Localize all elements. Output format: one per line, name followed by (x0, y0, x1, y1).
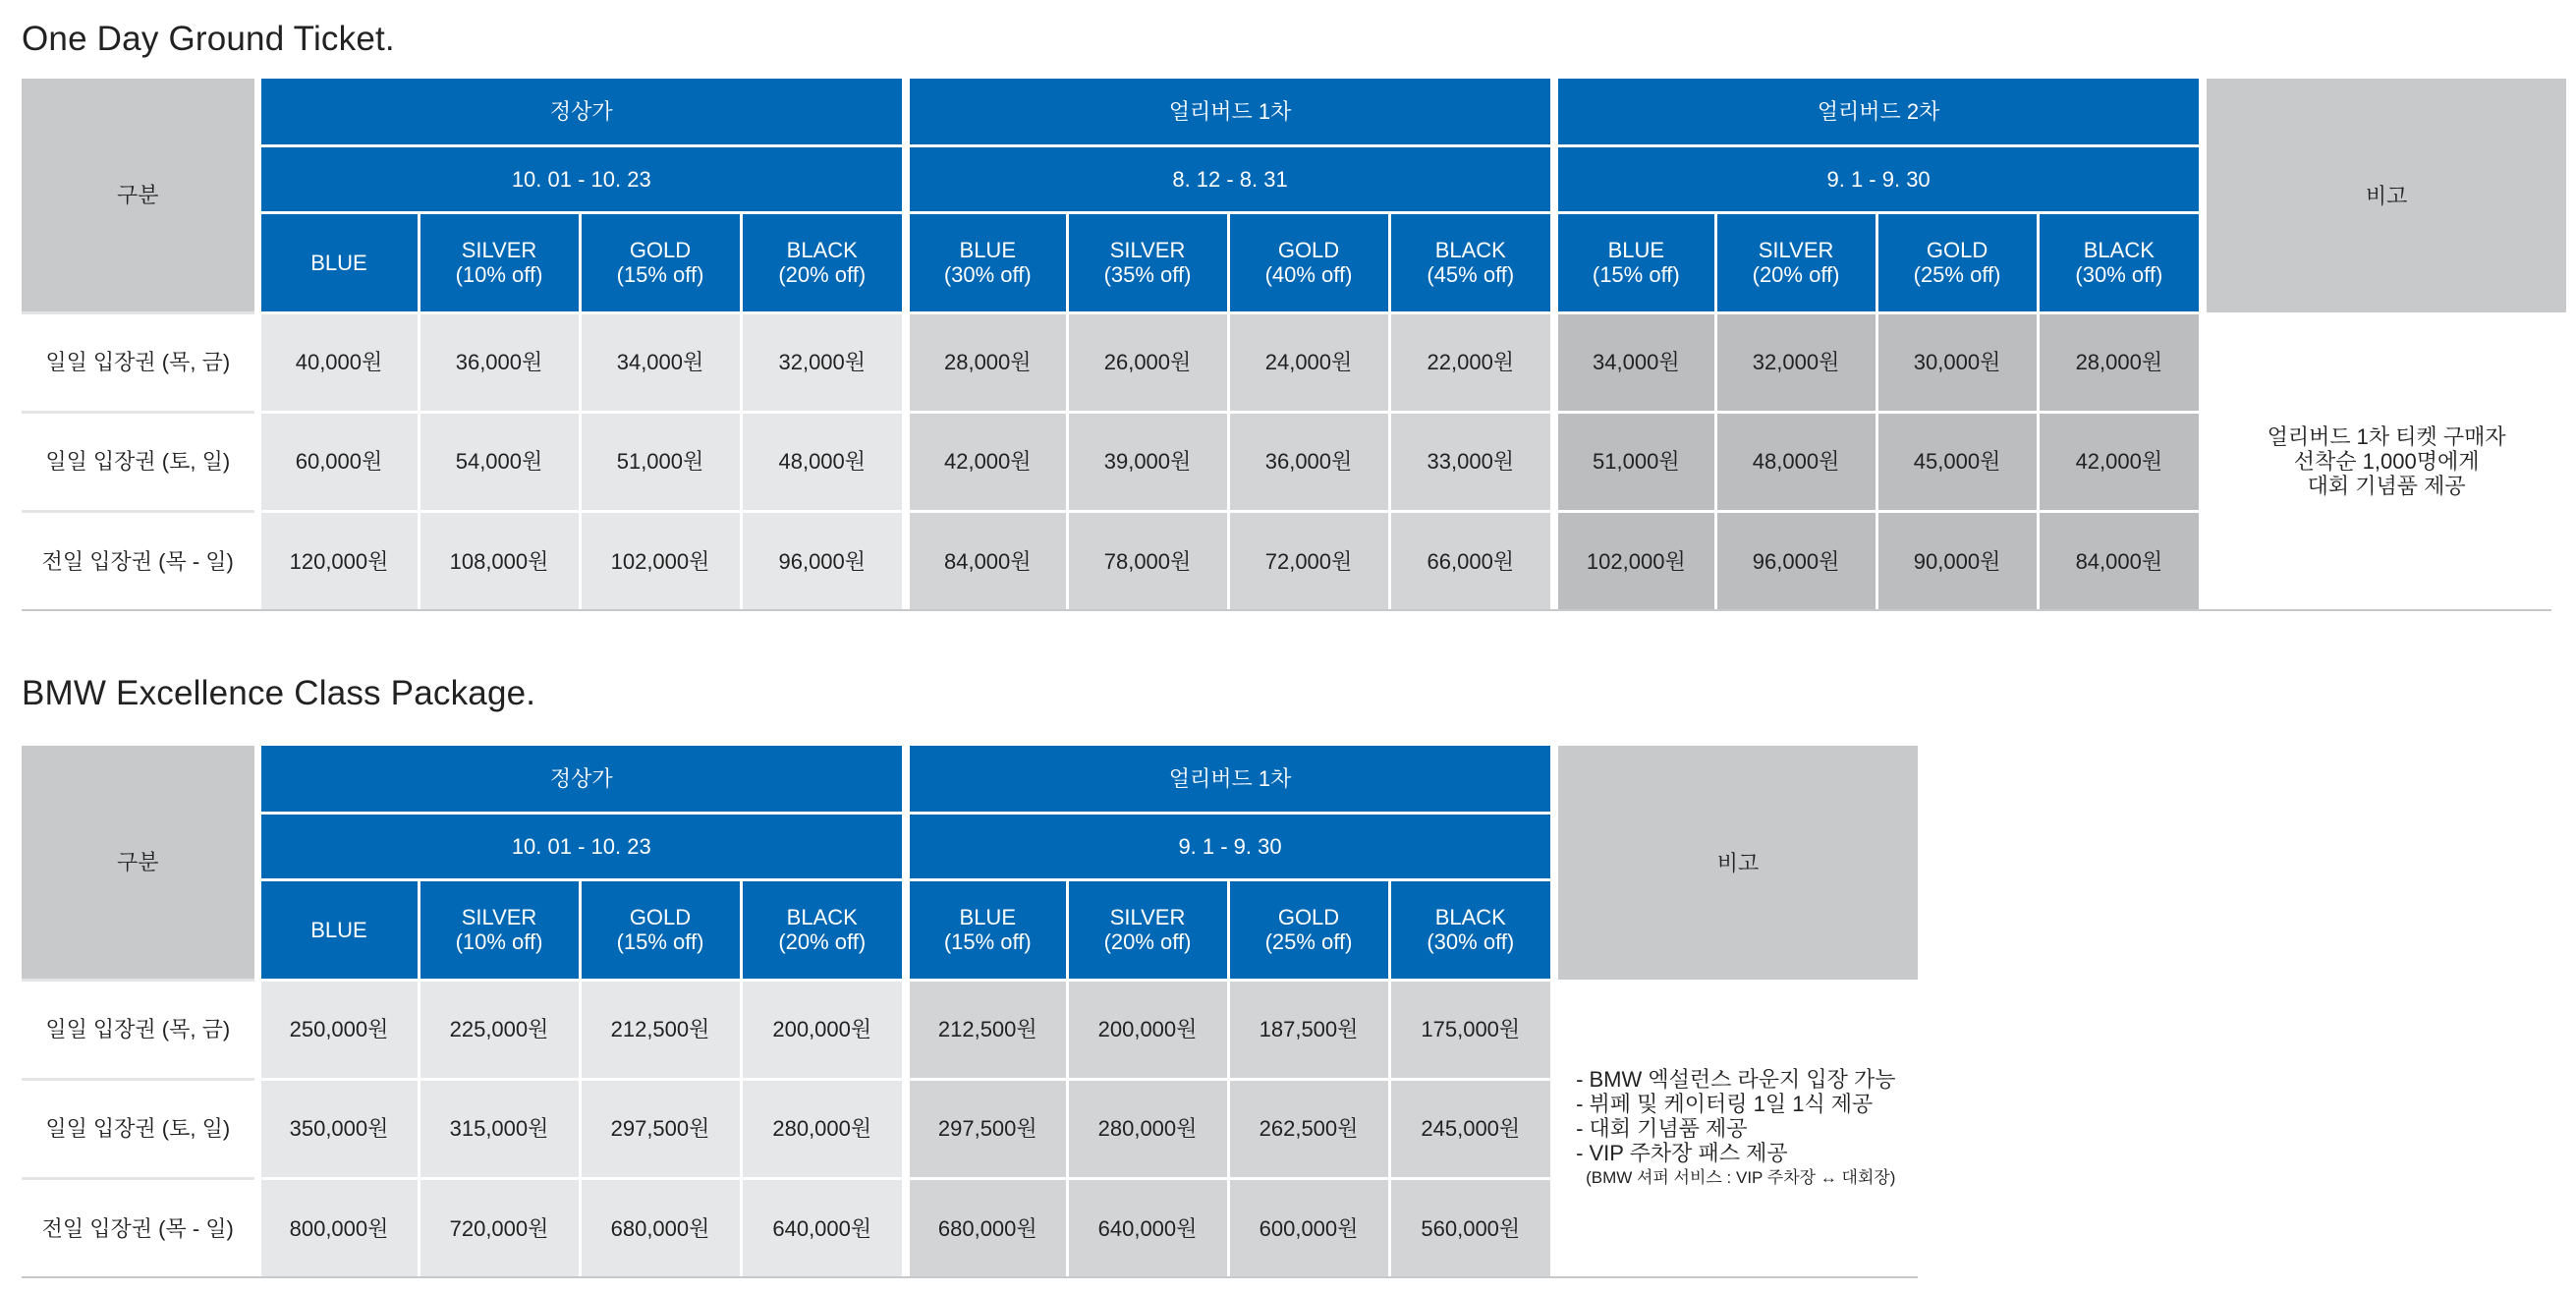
row-label: 일일 입장권 (토, 일) (22, 412, 257, 511)
tier-name: BLACK (1434, 905, 1506, 929)
price-cell: 48,000원 (741, 412, 906, 511)
price-cell: 66,000원 (1389, 511, 1554, 610)
price-cell: 800,000원 (257, 1178, 419, 1277)
note-line: 대회 기념품 제공 (2307, 474, 2466, 498)
tier-header-blue (257, 879, 419, 980)
price-cell: 72,000원 (1228, 511, 1389, 610)
price-cell: 212,500원 (580, 980, 741, 1079)
price-cell: 245,000원 (1389, 1079, 1554, 1178)
price-cell: 200,000원 (741, 980, 906, 1079)
tier-name: GOLD (629, 238, 692, 262)
price-cell: 32,000원 (741, 312, 906, 412)
price-cell: 39,000원 (1067, 412, 1228, 511)
tier-header-black (741, 879, 906, 980)
tier-header-black (741, 212, 906, 312)
price-cell: 26,000원 (1067, 312, 1228, 412)
tier-header-blue (906, 212, 1067, 312)
tier-name: BLACK (1434, 238, 1506, 262)
tier-discount: (40% off) (1264, 262, 1353, 287)
note-line: 선착순 1,000명에게 (2293, 449, 2480, 474)
tier-name: BLACK (786, 905, 858, 929)
price-cell: 640,000원 (741, 1178, 906, 1277)
price-cell: 36,000원 (419, 312, 580, 412)
tier-discount: (20% off) (778, 262, 867, 287)
price-cell: 600,000원 (1228, 1178, 1389, 1277)
note-cell (2203, 312, 2566, 610)
tier-header-silver (1067, 212, 1228, 312)
price-cell: 34,000원 (1554, 312, 1715, 412)
group-header-earlybird-2: 얼리버드 2차 (1554, 79, 2203, 145)
tier-header-silver (1067, 879, 1228, 980)
price-cell: 54,000원 (419, 412, 580, 511)
tier-name: GOLD (1277, 238, 1340, 262)
group-header-regular: 정상가 (257, 79, 906, 145)
price-cell: 84,000원 (2038, 511, 2203, 610)
tier-name: SILVER (1109, 905, 1186, 929)
period-earlybird-2: 9. 1 - 9. 30 (1554, 145, 2203, 212)
tier-header-silver (1715, 212, 1876, 312)
tier-name: SILVER (461, 905, 537, 929)
tier-name: GOLD (629, 905, 692, 929)
period-earlybird-1: 9. 1 - 9. 30 (906, 813, 1554, 879)
tier-header-silver (419, 879, 580, 980)
tier-name: BLUE (959, 905, 1016, 929)
price-cell: 33,000원 (1389, 412, 1554, 511)
tier-header-gold (1228, 212, 1389, 312)
excellence-package-price-table (22, 746, 1918, 1277)
tier-header-blue (257, 212, 419, 312)
tier-name: BLUE (1607, 238, 1665, 262)
group-header-regular: 정상가 (257, 746, 906, 813)
price-cell: 42,000원 (906, 412, 1067, 511)
tier-discount: (20% off) (778, 929, 867, 954)
price-cell: 108,000원 (419, 511, 580, 610)
price-cell: 28,000원 (2038, 312, 2203, 412)
tier-discount: (15% off) (616, 929, 704, 954)
section-title-one-day-ticket: One Day Ground Ticket. (22, 20, 395, 58)
price-cell: 315,000원 (419, 1079, 580, 1178)
tier-header-gold (580, 879, 741, 980)
price-cell: 48,000원 (1715, 412, 1876, 511)
tier-header-gold (1228, 879, 1389, 980)
price-cell: 200,000원 (1067, 980, 1228, 1079)
price-cell: 640,000원 (1067, 1178, 1228, 1277)
tier-name: GOLD (1926, 238, 1988, 262)
one-day-ticket-price-table (22, 79, 2566, 610)
price-cell: 102,000원 (1554, 511, 1715, 610)
price-cell: 102,000원 (580, 511, 741, 610)
price-cell: 297,500원 (580, 1079, 741, 1178)
tier-name: SILVER (1109, 238, 1186, 262)
price-cell: 262,500원 (1228, 1079, 1389, 1178)
price-cell: 175,000원 (1389, 980, 1554, 1079)
price-cell: 28,000원 (906, 312, 1067, 412)
category-header: 구분 (22, 79, 257, 312)
row-label: 전일 입장권 (목 - 일) (22, 511, 257, 610)
row-label: 일일 입장권 (토, 일) (22, 1079, 257, 1178)
group-header-earlybird-1: 얼리버드 1차 (906, 746, 1554, 813)
tier-name: BLACK (786, 238, 858, 262)
tier-name: SILVER (1758, 238, 1834, 262)
note-line: 얼리버드 1차 티켓 구매자 (2267, 424, 2506, 449)
price-cell: 84,000원 (906, 511, 1067, 610)
price-cell: 280,000원 (741, 1079, 906, 1178)
row-label: 일일 입장권 (목, 금) (22, 980, 257, 1079)
price-cell: 30,000원 (1876, 312, 2038, 412)
category-header: 구분 (22, 746, 257, 980)
price-cell: 36,000원 (1228, 412, 1389, 511)
tier-discount: (25% off) (1913, 262, 2001, 287)
price-cell: 24,000원 (1228, 312, 1389, 412)
price-cell: 78,000원 (1067, 511, 1228, 610)
price-cell: 297,500원 (906, 1079, 1067, 1178)
tier-discount: (30% off) (943, 262, 1032, 287)
period-earlybird-1: 8. 12 - 8. 31 (906, 145, 1554, 212)
price-cell: 96,000원 (1715, 511, 1876, 610)
tier-discount: (10% off) (455, 929, 543, 954)
period-regular: 10. 01 - 10. 23 (257, 145, 906, 212)
price-cell: 120,000원 (257, 511, 419, 610)
tier-name: GOLD (1277, 905, 1340, 929)
period-regular: 10. 01 - 10. 23 (257, 813, 906, 879)
price-cell: 90,000원 (1876, 511, 2038, 610)
price-cell: 51,000원 (1554, 412, 1715, 511)
tier-discount: (30% off) (2075, 262, 2163, 287)
price-cell: 32,000원 (1715, 312, 1876, 412)
price-cell: 250,000원 (257, 980, 419, 1079)
price-cell: 40,000원 (257, 312, 419, 412)
tier-discount: (35% off) (1103, 262, 1192, 287)
note-item: - 대회 기념품 제공 (1576, 1115, 1748, 1141)
price-cell: 350,000원 (257, 1079, 419, 1178)
tier-discount: (45% off) (1427, 262, 1515, 287)
row-label: 전일 입장권 (목 - 일) (22, 1178, 257, 1277)
tier-name: BLUE (310, 250, 367, 275)
row-label: 일일 입장권 (목, 금) (22, 312, 257, 412)
note-item: - 뷔페 및 케이터링 1일 1식 제공 (1576, 1091, 1874, 1116)
table-bottom-rule (22, 1276, 1918, 1278)
price-cell: 187,500원 (1228, 980, 1389, 1079)
tier-header-black (2038, 212, 2203, 312)
tier-discount: (15% off) (943, 929, 1032, 954)
tier-header-black (1389, 879, 1554, 980)
section-title-excellence-package: BMW Excellence Class Package. (22, 674, 536, 712)
note-item: - VIP 주차장 패스 제공 (1576, 1140, 1788, 1165)
price-cell: 720,000원 (419, 1178, 580, 1277)
price-cell: 22,000원 (1389, 312, 1554, 412)
price-cell: 560,000원 (1389, 1178, 1554, 1277)
tier-discount: (10% off) (455, 262, 543, 287)
tier-header-black (1389, 212, 1554, 312)
tier-header-gold (580, 212, 741, 312)
price-cell: 34,000원 (580, 312, 741, 412)
table-bottom-rule (22, 609, 2551, 611)
price-cell: 212,500원 (906, 980, 1067, 1079)
price-cell: 680,000원 (906, 1178, 1067, 1277)
tier-header-gold (1876, 212, 2038, 312)
price-cell: 280,000원 (1067, 1079, 1228, 1178)
tier-name: BLACK (2083, 238, 2155, 262)
note-subtext: (BMW 셔퍼 서비스 : VIP 주차장 ↔ 대회장) (1586, 1167, 1896, 1187)
note-item: - BMW 엑설런스 라운지 입장 가능 (1576, 1066, 1896, 1092)
price-cell: 51,000원 (580, 412, 741, 511)
price-cell: 45,000원 (1876, 412, 2038, 511)
note-header: 비고 (2203, 79, 2566, 312)
tier-name: BLUE (959, 238, 1016, 262)
price-cell: 42,000원 (2038, 412, 2203, 511)
price-cell: 680,000원 (580, 1178, 741, 1277)
price-cell: 96,000원 (741, 511, 906, 610)
tier-discount: (20% off) (1752, 262, 1840, 287)
tier-name: SILVER (461, 238, 537, 262)
tier-header-blue (1554, 212, 1715, 312)
tier-discount: (30% off) (1427, 929, 1515, 954)
tier-name: BLUE (310, 917, 367, 942)
note-cell (1554, 980, 1918, 1277)
note-header: 비고 (1554, 746, 1918, 980)
group-header-earlybird-1: 얼리버드 1차 (906, 79, 1554, 145)
price-cell: 225,000원 (419, 980, 580, 1079)
tier-discount: (15% off) (616, 262, 704, 287)
tier-discount: (15% off) (1592, 262, 1680, 287)
price-cell: 60,000원 (257, 412, 419, 511)
tier-header-blue (906, 879, 1067, 980)
tier-discount: (25% off) (1264, 929, 1353, 954)
tier-discount: (20% off) (1103, 929, 1192, 954)
tier-header-silver (419, 212, 580, 312)
